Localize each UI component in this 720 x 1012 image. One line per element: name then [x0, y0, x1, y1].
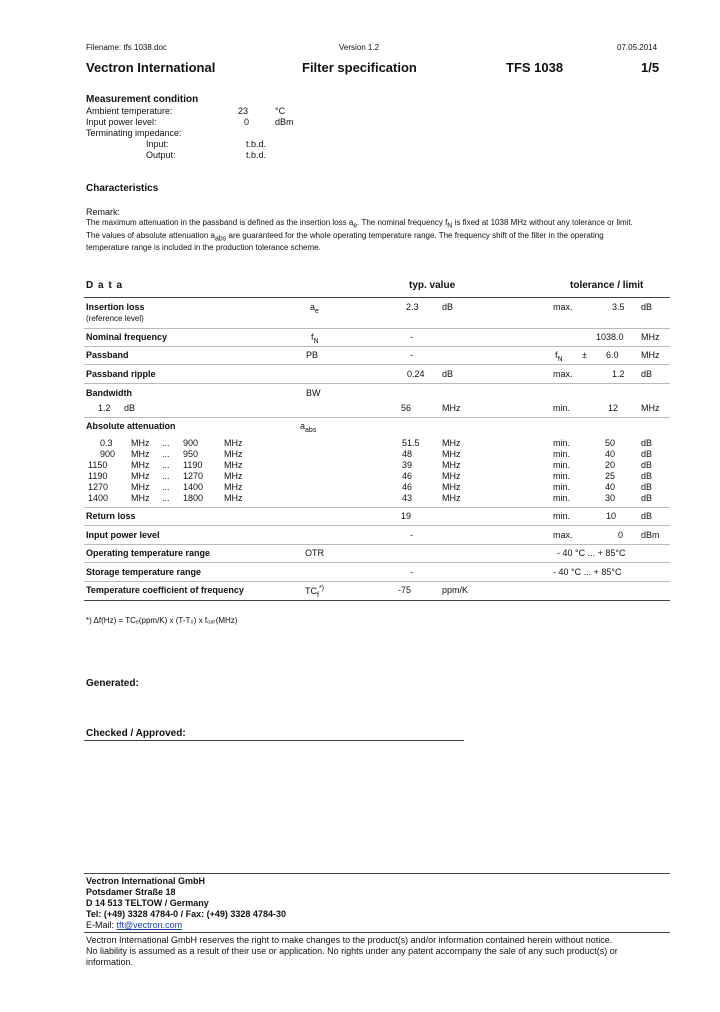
passband-symbol: PB	[306, 350, 319, 360]
col-data-header: D a t a	[86, 280, 124, 291]
row-divider	[84, 417, 670, 418]
passband-lim: 6.0	[606, 350, 619, 360]
row-divider	[84, 544, 670, 545]
abs-att-f2: 1190	[183, 460, 203, 470]
insertion-loss-typ: 2.3	[406, 302, 419, 312]
return-loss-lim-type: min.	[553, 511, 571, 521]
abs-att-typ: 43	[402, 493, 413, 503]
nominal-typ: -	[410, 332, 413, 342]
storage-temp-typ: -	[410, 567, 413, 577]
footer-mid-rule	[84, 932, 670, 933]
output-value: t.b.d.	[246, 150, 267, 160]
passband-lim-unit: MHz	[641, 350, 660, 360]
abs-att-typ-unit: MHz	[442, 438, 461, 448]
op-temp-lim: - 40 °C ... + 85°C	[557, 548, 626, 558]
bandwidth-lim-unit: MHz	[641, 403, 660, 413]
abs-att-dots: ...	[162, 482, 170, 492]
abs-att-unit-1: MHz	[131, 449, 150, 459]
abs-att-typ-unit: MHz	[442, 471, 461, 481]
abs-att-lim: 20	[605, 460, 616, 470]
abs-att-unit-2: MHz	[224, 493, 243, 503]
footnote: *) Δf(Hz) = TCₑ(ppm/K) x (T-T₀) x f₀ₐₜ(MHz)	[86, 616, 238, 625]
input-power-lim-type: max.	[553, 530, 573, 540]
header-filename: Filename: tfs 1038.doc	[86, 43, 167, 52]
abs-att-lim: 50	[605, 438, 616, 448]
ambient-unit: °C	[275, 106, 286, 116]
abs-att-lim-type: min.	[553, 438, 571, 448]
table-top-rule	[84, 297, 670, 298]
impedance-label: Terminating impedance:	[86, 128, 182, 138]
footer-phone: Tel: (+49) 3328 4784-0 / Fax: (+49) 3328 4784-30	[86, 909, 286, 919]
abs-att-typ: 46	[402, 471, 413, 481]
header-date: 07.05.2014	[617, 43, 658, 52]
bandwidth-symbol: BW	[306, 388, 321, 398]
ripple-lim-unit: dB	[641, 369, 653, 379]
passband-fn: $f_N$	[555, 350, 563, 363]
op-temp-label: Operating temperature range	[86, 548, 211, 558]
insertion-loss-typ-unit: dB	[442, 302, 454, 312]
bandwidth-row-val: 1.2	[98, 403, 111, 413]
input-power-label: Input power level	[86, 530, 160, 540]
abs-att-f2: 950	[183, 449, 199, 459]
header-page: 1/5	[641, 60, 660, 75]
abs-att-f1: 1400	[88, 493, 109, 503]
tc-label: Temperature coefficient of frequency	[86, 585, 244, 595]
footer-top-rule	[84, 873, 670, 874]
abs-att-lim-type: min.	[553, 460, 571, 470]
storage-temp-lim: - 40 °C ... + 85°C	[553, 567, 622, 577]
abs-att-unit-2: MHz	[224, 460, 243, 470]
abs-att-dots: ...	[162, 449, 170, 459]
abs-att-typ-unit: MHz	[442, 460, 461, 470]
storage-temp-label: Storage temperature range	[86, 567, 202, 577]
abs-att-lim: 40	[605, 449, 616, 459]
abs-att-f2: 1800	[183, 493, 204, 503]
bandwidth-row-unit: dB	[124, 403, 136, 413]
abs-att-lim: 30	[605, 493, 616, 503]
tc-typ: -75	[398, 585, 412, 595]
input-power-lim: 0	[618, 530, 624, 540]
input-value: t.b.d.	[246, 139, 267, 149]
nominal-lim: 1038.0	[596, 332, 624, 342]
power-label: Input power level:	[86, 117, 157, 127]
abs-att-lim: 40	[605, 482, 616, 492]
row-divider	[84, 525, 670, 526]
abs-att-f2: 1400	[183, 482, 204, 492]
generated-label: Generated:	[86, 678, 139, 689]
measurement-heading: Measurement condition	[86, 94, 199, 105]
table-bottom-rule	[84, 600, 670, 601]
abs-att-lim-unit: dB	[641, 471, 653, 481]
row-divider	[84, 364, 670, 365]
row-divider	[84, 507, 670, 508]
abs-att-unit-2: MHz	[224, 449, 243, 459]
remark-label: Remark:	[86, 207, 121, 217]
abs-att-unit-2: MHz	[224, 482, 243, 492]
abs-att-dots: ...	[162, 493, 170, 503]
abs-att-typ-unit: MHz	[442, 482, 461, 492]
row-divider	[84, 346, 670, 347]
disclaimer-line-1: Vectron International GmbH reserves the right to make changes to the product(s) and/or information contained herein without notice.	[86, 935, 613, 945]
ambient-value: 23	[238, 106, 249, 116]
abs-att-lim-unit: dB	[641, 482, 653, 492]
characteristics-heading: Characteristics	[86, 183, 159, 194]
row-divider	[84, 581, 670, 582]
row-divider	[84, 562, 670, 563]
abs-att-unit-1: MHz	[131, 482, 150, 492]
abs-att-dots: ...	[162, 438, 170, 448]
power-value: 0	[244, 117, 250, 127]
insertion-loss-lim-unit: dB	[641, 302, 653, 312]
nominal-symbol: $f_N$	[311, 332, 319, 345]
abs-att-lim-unit: dB	[641, 493, 653, 503]
abs-att-symbol: $a_{abs}$	[300, 421, 317, 434]
return-loss-typ: 19	[401, 511, 412, 521]
abs-att-unit-2: MHz	[224, 438, 243, 448]
bandwidth-lim: 12	[608, 403, 619, 413]
disclaimer-line-3: information.	[86, 957, 134, 967]
footer-email-link[interactable]: tft@vectron.com	[116, 920, 183, 930]
footer-company: Vectron International GmbH	[86, 876, 206, 886]
ripple-lim-type: max.	[553, 369, 573, 379]
footer-email-line: E-Mail: tft@vectron.com	[86, 920, 183, 930]
op-temp-symbol: OTR	[305, 548, 324, 558]
insertion-loss-sub: (reference level)	[86, 314, 144, 323]
abs-att-lim-type: min.	[553, 449, 571, 459]
remark-line-2: The values of absolute attenuation $a_{abs}$ are guaranteed for the whole operating temperature range. The frequency shift of the filter in the operating	[86, 231, 604, 243]
abs-att-unit-1: MHz	[131, 460, 150, 470]
abs-att-typ: 48	[402, 449, 413, 459]
remark-line-3: temperature range is included in the production tolerance scheme.	[86, 243, 321, 252]
signature-line	[84, 740, 464, 741]
abs-att-lim-unit: dB	[641, 460, 653, 470]
abs-att-lim-unit: dB	[641, 438, 653, 448]
input-label: Input:	[146, 139, 169, 149]
abs-att-f1: 1150	[88, 460, 108, 470]
ripple-typ: 0.24	[407, 369, 425, 379]
col-tol-header: tolerance / limit	[570, 280, 644, 291]
bandwidth-typ: 56	[401, 403, 412, 413]
bandwidth-label: Bandwidth	[86, 388, 132, 398]
row-divider	[84, 383, 670, 384]
footer-street: Potsdamer Straße 18	[86, 887, 176, 897]
abs-att-lim-type: min.	[553, 493, 571, 503]
nominal-label: Nominal frequency	[86, 332, 168, 342]
abs-att-typ: 46	[402, 482, 413, 492]
abs-att-lim-unit: dB	[641, 449, 653, 459]
ripple-label: Passband ripple	[86, 369, 156, 379]
tc-typ-unit: ppm/K	[442, 585, 469, 595]
remark-line-1: The maximum attenuation in the passband is defined as the insertion loss $a_e$. The nominal frequency $f_N$ is fixed at 1038 MHz without any tolerance or limit.	[86, 218, 633, 230]
abs-att-f1: 1190	[88, 471, 108, 481]
abs-att-f2: 900	[183, 438, 199, 448]
col-typ-header: typ. value	[409, 280, 456, 291]
abs-att-label: Absolute attenuation	[86, 421, 176, 431]
passband-label: Passband	[86, 350, 129, 360]
abs-att-unit-1: MHz	[131, 493, 150, 503]
ambient-label: Ambient temperature:	[86, 106, 173, 116]
ripple-typ-unit: dB	[442, 369, 454, 379]
abs-att-f1: 900	[100, 449, 116, 459]
abs-att-typ: 51.5	[402, 438, 420, 448]
abs-att-unit-2: MHz	[224, 471, 243, 481]
header-doc-title: Filter specification	[302, 60, 417, 75]
abs-att-lim: 25	[605, 471, 616, 481]
header-company: Vectron International	[86, 60, 216, 75]
abs-att-typ-unit: MHz	[442, 449, 461, 459]
power-unit: dBm	[275, 117, 294, 127]
header-part-no: TFS 1038	[506, 60, 564, 75]
abs-att-f1: 1270	[88, 482, 109, 492]
return-loss-label: Return loss	[86, 511, 136, 521]
disclaimer-line-2: No liability is assumed as a result of their use or application. No rights under any patent accompany the sale of any such product(s) or	[86, 946, 618, 956]
input-power-lim-unit: dBm	[641, 530, 660, 540]
abs-att-f2: 1270	[183, 471, 204, 481]
checked-label: Checked / Approved:	[86, 728, 186, 739]
tc-symbol: $TC_f^{*)}$	[305, 585, 325, 599]
abs-att-typ-unit: MHz	[442, 493, 461, 503]
abs-att-lim-type: min.	[553, 471, 571, 481]
bandwidth-lim-type: min.	[553, 403, 571, 413]
insertion-loss-lim: 3.5	[612, 302, 625, 312]
ripple-lim: 1.2	[612, 369, 625, 379]
abs-att-lim-type: min.	[553, 482, 571, 492]
header-version: Version 1.2	[339, 43, 380, 52]
insertion-loss-label: Insertion loss	[86, 302, 145, 312]
return-loss-lim: 10	[606, 511, 617, 521]
abs-att-f1: 0.3	[100, 438, 113, 448]
passband-pm: ±	[582, 350, 587, 360]
footer-city: D 14 513 TELTOW / Germany	[86, 898, 209, 908]
output-label: Output:	[146, 150, 176, 160]
nominal-lim-unit: MHz	[641, 332, 660, 342]
input-power-typ: -	[410, 530, 413, 540]
bandwidth-typ-unit: MHz	[442, 403, 461, 413]
abs-att-typ: 39	[402, 460, 413, 470]
abs-att-unit-1: MHz	[131, 471, 150, 481]
row-divider	[84, 328, 670, 329]
abs-att-dots: ...	[162, 460, 170, 470]
insertion-loss-lim-type: max.	[553, 302, 573, 312]
passband-typ: -	[410, 350, 413, 360]
return-loss-lim-unit: dB	[641, 511, 653, 521]
abs-att-unit-1: MHz	[131, 438, 150, 448]
insertion-loss-symbol: $a_e$	[310, 302, 319, 315]
abs-att-dots: ...	[162, 471, 170, 481]
